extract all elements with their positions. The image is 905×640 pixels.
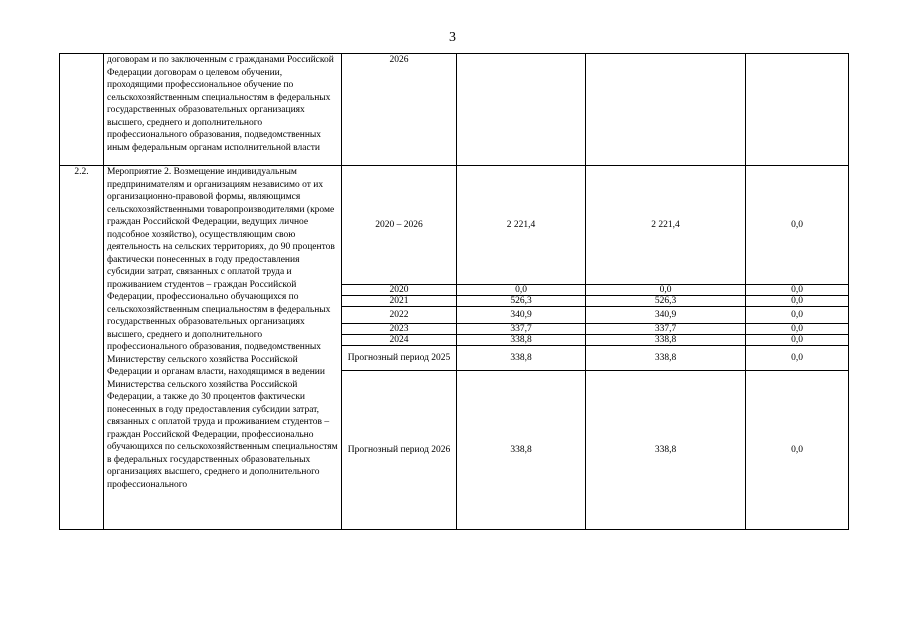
total-cell: 337,7 (457, 324, 586, 335)
federal-cell: 526,3 (586, 296, 746, 307)
total-cell: 338,8 (457, 371, 586, 530)
other-cell: 0,0 (746, 307, 849, 324)
federal-cell: 0,0 (586, 285, 746, 296)
measure-description: Мероприятие 2. Возмещение индивидуальным предпринимателям и организациям независимо от их организационно-правовой формы, являющимся сельскохозяйственными товаропроизводителями (кроме граждан Российской Федерации, ведущих личное подсобное хозяйство), осуществляющим свою деятельность на сельских территориях, до 90 процентов фактически понесенных в году предоставления субсидии затрат, связанных с оплатой труда и проживанием студентов – граждан Российской Федерации, профессионально обучающихся по сельскохозяйственным специальностям в федеральных государственных образовательных организациях высшего, среднего и дополнительного профессионального образования, подведомственных Министерству сельского хозяйства Российской Федерации и органам власти, находящимся в ведении Министерства сельского хозяйства Российской Федерации, а также до 30 процентов фактически понесенных в году предоставления субсидии затрат, связанных с оплатой труда и проживанием студентов – граждан Российской Федерации, профессионально обучающихся по сельскохозяйственным специальностям в федеральных государственных образовательных организациях высшего, среднего и дополнительного профессионального (104, 166, 342, 530)
measure-index: 2.2. (60, 166, 104, 530)
measures-table (59, 53, 849, 530)
total-cell: 0,0 (457, 285, 586, 296)
other-cell: 0,0 (746, 285, 849, 296)
federal-cell: 338,8 (586, 335, 746, 346)
total-cell: 526,3 (457, 296, 586, 307)
period-cell: 2026 (342, 54, 457, 166)
total-cell: 2 221,4 (457, 166, 586, 285)
other-cell: 0,0 (746, 371, 849, 530)
federal-cell: 338,8 (586, 371, 746, 530)
table-row (60, 54, 849, 166)
other-cell: 0,0 (746, 166, 849, 285)
other-cell: 0,0 (746, 335, 849, 346)
federal-cell: 337,7 (586, 324, 746, 335)
period-cell: 2020 (342, 285, 457, 296)
total-cell: 338,8 (457, 346, 586, 371)
other-cell: 0,0 (746, 296, 849, 307)
period-cell: 2024 (342, 335, 457, 346)
federal-cell: 340,9 (586, 307, 746, 324)
period-cell: 2021 (342, 296, 457, 307)
table-row (60, 166, 849, 285)
federal-cell: 338,8 (586, 346, 746, 371)
other-cell: 0,0 (746, 324, 849, 335)
page-number: 3 (449, 30, 456, 45)
period-cell: Прогнозный период 2026 (342, 371, 457, 530)
index-cell (60, 54, 104, 166)
period-cell: 2022 (342, 307, 457, 324)
period-cell: 2023 (342, 324, 457, 335)
period-cell: Прогнозный период 2025 (342, 346, 457, 371)
total-cell: 340,9 (457, 307, 586, 324)
federal-cell: 2 221,4 (586, 166, 746, 285)
total-cell (457, 54, 586, 166)
period-cell: 2020 – 2026 (342, 166, 457, 285)
total-cell: 338,8 (457, 335, 586, 346)
other-cell: 0,0 (746, 346, 849, 371)
federal-cell (586, 54, 746, 166)
other-cell (746, 54, 849, 166)
measure-description: договорам и по заключенным с гражданами Российской Федерации договорам о целевом обучении, проходящими профессиональное обучение по сельскохозяйственным специальностям в федеральных государственных образовательных организациях высшего, среднего и дополнительного профессионального образования, подведомственных иным федеральным органам исполнительной власти (104, 54, 342, 166)
